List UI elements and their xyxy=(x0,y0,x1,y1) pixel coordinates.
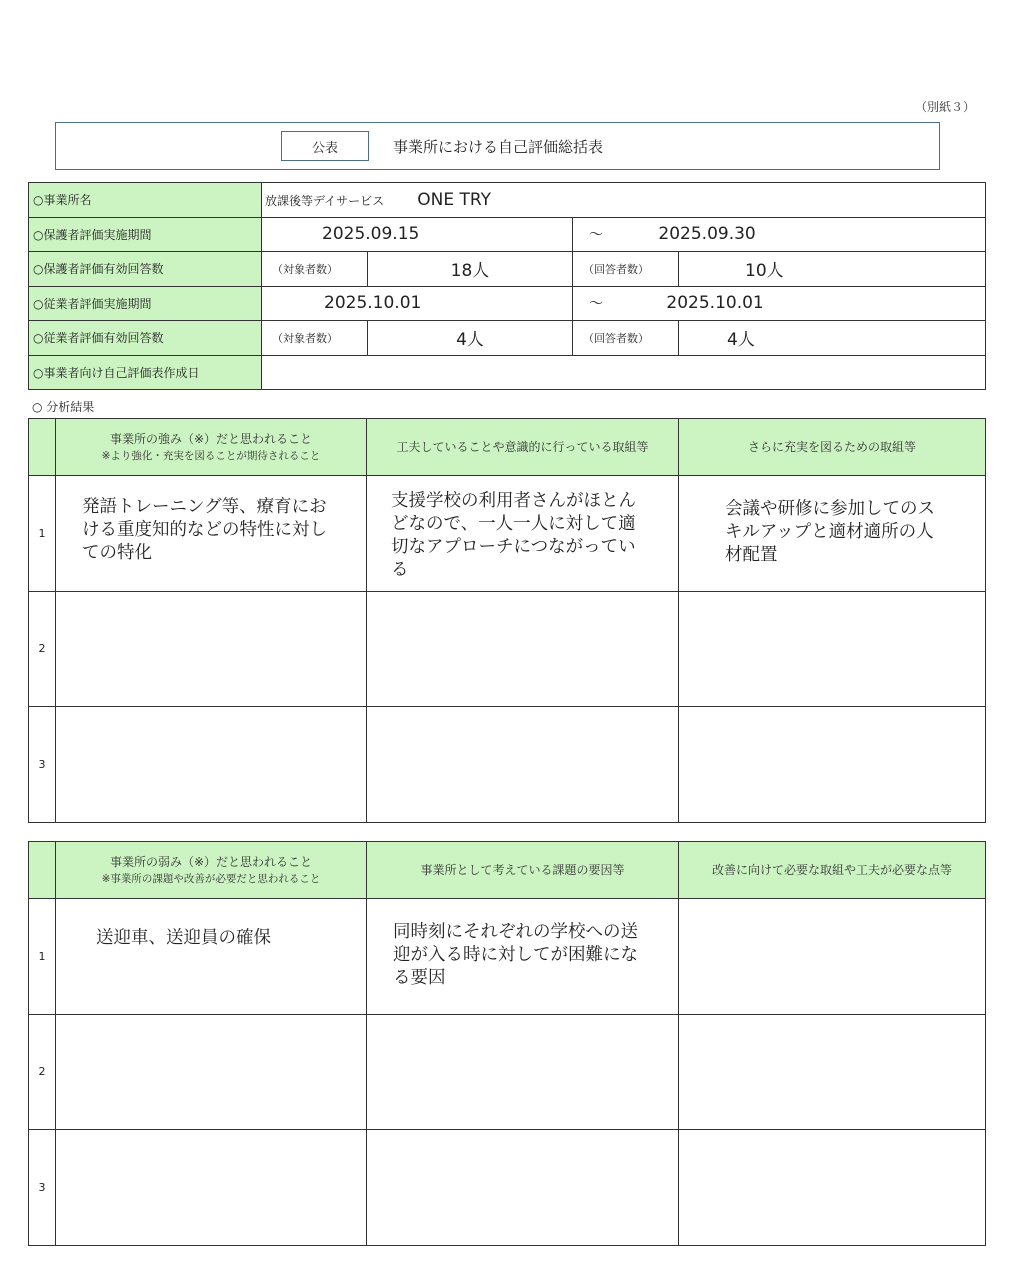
weakness-cell-col1 xyxy=(56,1130,367,1246)
staff-period-row xyxy=(29,286,986,321)
row-number: 2 xyxy=(29,1014,56,1130)
weaknesses-header-col2: 事業所として考えている課題の要因等 xyxy=(367,842,679,899)
weakness-cause-1: 同時刻にそれぞれの学校への送迎が入る時に対してが困難になる要因 xyxy=(393,922,638,988)
strength-cell-col3 xyxy=(679,707,986,823)
strengths-header-col1-sub: ※より強化・充実を図ることが期待されること xyxy=(101,450,321,463)
weaknesses-header-col1 xyxy=(56,842,367,899)
guardian-respondent-label: （回答者数） xyxy=(573,252,679,287)
title-box xyxy=(55,122,940,170)
table-row xyxy=(29,707,986,823)
analysis-section-label: ○ 分析結果 xyxy=(32,400,95,414)
strengths-header-col3: さらに充実を図るための取組等 xyxy=(679,419,986,476)
staff-period-end: 2025.10.01 xyxy=(666,293,764,314)
guardian-period-end: 2025.09.30 xyxy=(658,224,756,245)
strength-cell-col2 xyxy=(367,476,679,592)
created-date-value xyxy=(262,355,986,390)
strength-cell-col1 xyxy=(56,707,367,823)
guardian-target-count: 18人 xyxy=(368,252,573,287)
strength-improve-1: 会議や研修に参加してのスキルアップと適材適所の人材配置 xyxy=(725,499,935,565)
strength-cell-col2 xyxy=(367,707,679,823)
strength-text-1: 発語トレーニング等、療育における重度知的などの特性に対しての特化 xyxy=(82,497,327,563)
staff-target-count: 4人 xyxy=(368,321,573,356)
guardian-target-label: （対象者数） xyxy=(262,252,368,287)
facility-name-cell xyxy=(262,183,986,218)
table-row xyxy=(29,1130,986,1246)
strengths-header-row xyxy=(29,419,986,476)
guardian-responses-label: ○保護者評価有効回答数 xyxy=(29,252,262,287)
guardian-period-tilde: ～ xyxy=(589,227,603,244)
weaknesses-header-col3: 改善に向けて必要な取組や工夫が必要な点等 xyxy=(679,842,986,899)
staff-responses-label: ○従業者評価有効回答数 xyxy=(29,321,262,356)
staff-period-tilde: ～ xyxy=(589,296,603,313)
strength-effort-1: 支援学校の利用者さんがほとんどなので、一人一人に対して適切なアプローチにつながっている xyxy=(391,491,636,580)
guardian-responses-row xyxy=(29,252,986,287)
row-number: 3 xyxy=(29,1130,56,1246)
guardian-period-row xyxy=(29,217,986,252)
staff-period-label: ○従業者評価実施期間 xyxy=(29,286,262,321)
public-badge: 公表 xyxy=(281,131,369,161)
strength-cell-col3 xyxy=(679,591,986,707)
facility-name-row xyxy=(29,183,986,218)
strength-cell-col1 xyxy=(56,591,367,707)
staff-period-end-cell xyxy=(573,286,986,321)
weakness-cell-col1 xyxy=(56,899,367,1015)
staff-period-start: 2025.10.01 xyxy=(262,286,573,321)
facility-name-label: ○事業所名 xyxy=(29,183,262,218)
strength-cell-col2 xyxy=(367,591,679,707)
weaknesses-header-num xyxy=(29,842,56,899)
table-row xyxy=(29,1014,986,1130)
row-number: 1 xyxy=(29,476,56,592)
strengths-header-num xyxy=(29,419,56,476)
guardian-period-label: ○保護者評価実施期間 xyxy=(29,217,262,252)
weaknesses-header-col1-sub: ※事業所の課題や改善が必要だと思われること xyxy=(101,873,321,886)
weaknesses-header-row xyxy=(29,842,986,899)
staff-respondent-label: （回答者数） xyxy=(573,321,679,356)
strengths-header-col1 xyxy=(56,419,367,476)
staff-respondent-count: 4人 xyxy=(679,321,986,356)
weakness-cell-col3 xyxy=(679,1130,986,1246)
table-row xyxy=(29,899,986,1015)
strength-cell-col3 xyxy=(679,476,986,592)
staff-target-label: （対象者数） xyxy=(262,321,368,356)
strengths-header-col2: 工夫していることや意識的に行っている取組等 xyxy=(367,419,679,476)
weakness-cell-col2 xyxy=(367,1014,679,1130)
facility-name: ONE TRY xyxy=(417,189,492,210)
weakness-cell-col2 xyxy=(367,899,679,1015)
weakness-cell-col3 xyxy=(679,899,986,1015)
guardian-period-end-cell xyxy=(573,217,986,252)
annex-label: （別紙３） xyxy=(914,100,975,114)
weakness-cell-col2 xyxy=(367,1130,679,1246)
strength-cell-col1 xyxy=(56,476,367,592)
strengths-table xyxy=(28,418,986,823)
facility-type: 放課後等デイサービス xyxy=(265,193,385,208)
created-date-label: ○事業者向け自己評価表作成日 xyxy=(29,355,262,390)
weaknesses-header-col1-main: 事業所の弱み（※）だと思われること xyxy=(109,854,313,869)
weakness-cell-col1 xyxy=(56,1014,367,1130)
weakness-cell-col3 xyxy=(679,1014,986,1130)
weakness-text-1: 送迎車、送迎員の確保 xyxy=(96,928,271,948)
weaknesses-table xyxy=(28,841,986,1246)
row-number: 3 xyxy=(29,707,56,823)
table-row xyxy=(29,591,986,707)
facility-info-table xyxy=(28,182,986,390)
created-date-row xyxy=(29,355,986,390)
staff-responses-row xyxy=(29,321,986,356)
document-title: 事業所における自己評価総括表 xyxy=(393,138,604,156)
guardian-respondent-count: 10人 xyxy=(679,252,986,287)
guardian-period-start: 2025.09.15 xyxy=(262,217,573,252)
table-row xyxy=(29,476,986,592)
strengths-header-col1-main: 事業所の強み（※）だと思われること xyxy=(109,431,313,446)
row-number: 1 xyxy=(29,899,56,1015)
row-number: 2 xyxy=(29,591,56,707)
